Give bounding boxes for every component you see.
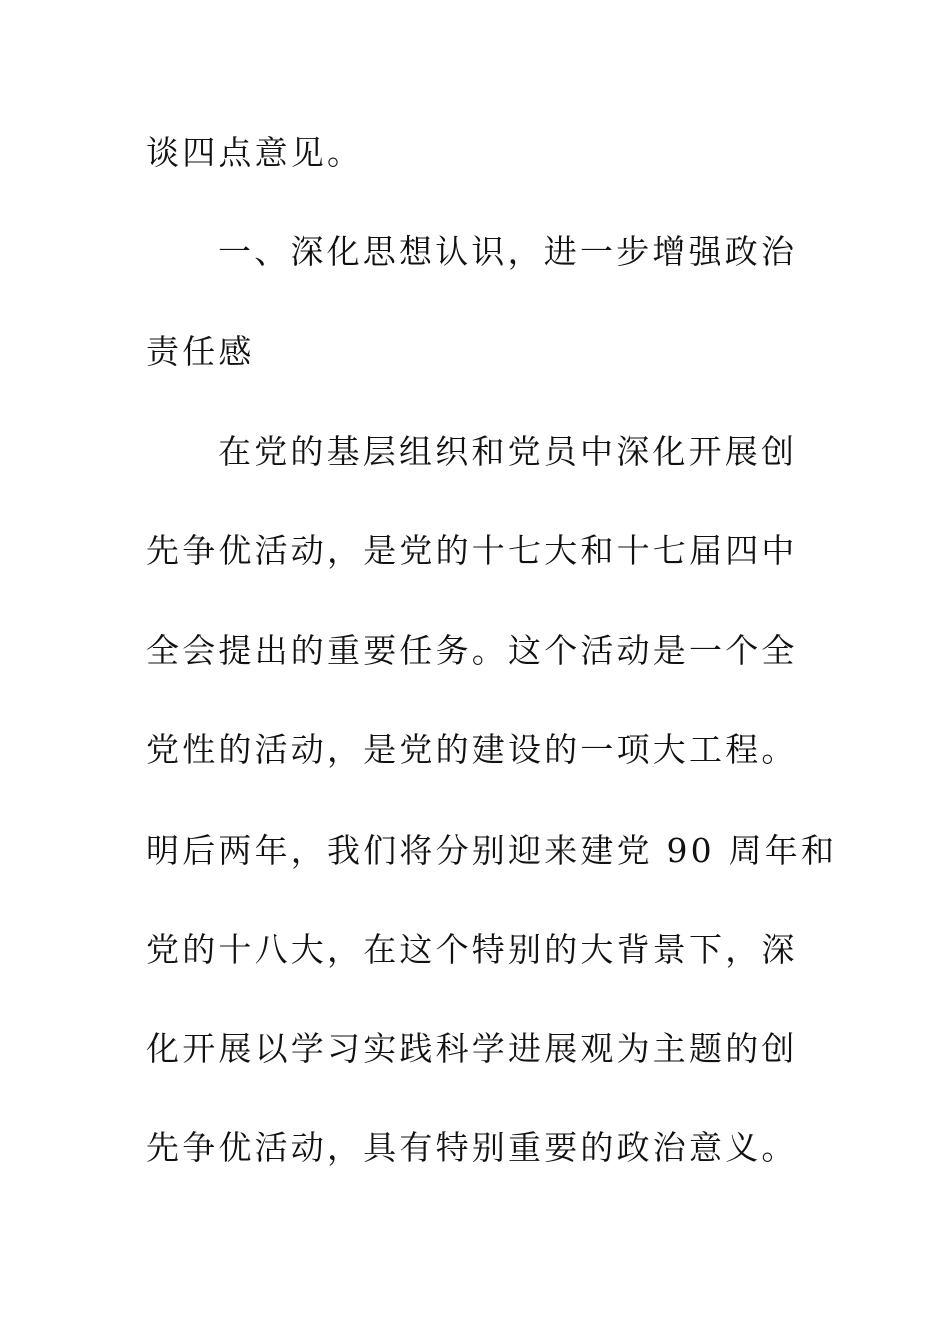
paragraph-line: 先争优活动，是党的十七大和十七届四中	[146, 531, 798, 570]
paragraph-line: 党的十八大，在这个特别的大背景下，深	[146, 930, 798, 969]
paragraph-line: 先争优活动，具有特别重要的政治意义。	[146, 1128, 798, 1167]
text-line: 谈四点意见。	[146, 133, 364, 172]
paragraph-line: 明后两年，我们将分别迎来建党 90 周年和	[146, 831, 838, 870]
paragraph-line: 化开展以学习实践科学进展观为主题的创	[146, 1029, 798, 1068]
section-heading-line: 一、深化思想认识，进一步增强政治	[218, 232, 798, 271]
paragraph-line: 全会提出的重要任务。这个活动是一个全	[146, 631, 798, 670]
paragraph-line: 党性的活动，是党的建设的一项大工程。	[146, 730, 798, 769]
paragraph-line: 在党的基层组织和党员中深化开展创	[218, 432, 798, 471]
section-heading-line: 责任感	[146, 332, 255, 371]
